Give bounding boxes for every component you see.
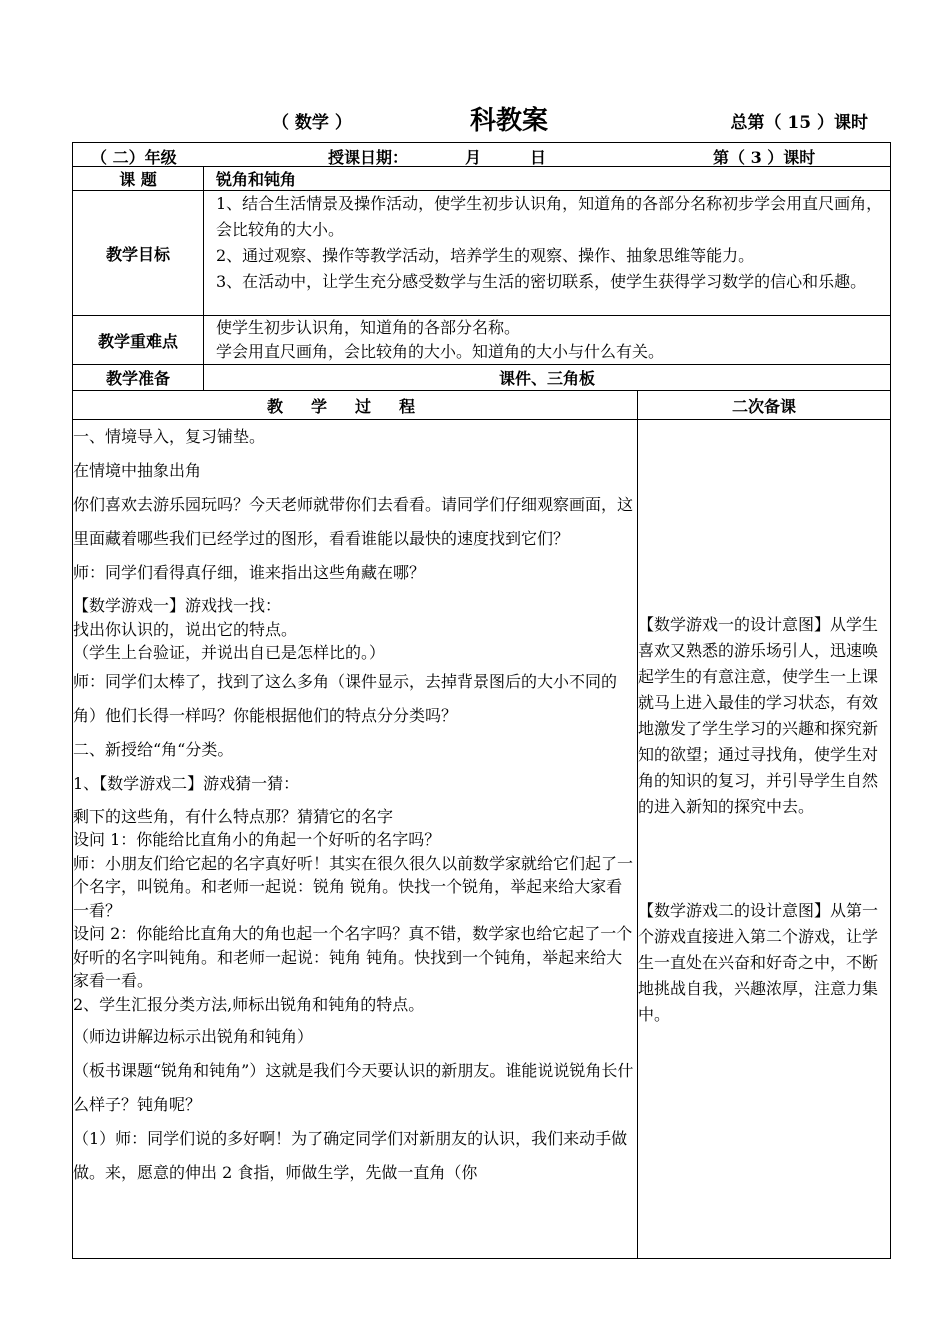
process-paragraph: 剩下的这些角，有什么特点那？猜猜它的名字	[73, 806, 394, 826]
total-hours: 总第（ 15 ）课时	[730, 113, 868, 133]
day-label: 日	[530, 148, 547, 167]
subject-line: （ 数学 ）	[272, 113, 352, 133]
process-paragraph: 二、新授给“角“分类。	[73, 739, 234, 759]
notes-title: 二次备课	[638, 391, 891, 420]
process-paragraph: 1、【数学游戏二】游戏猜一猜：	[73, 773, 300, 793]
goals-row	[73, 191, 891, 316]
prep-row	[73, 365, 891, 391]
notes-content	[638, 420, 891, 1259]
goals-label: 教学目标	[73, 191, 204, 316]
process-paragraph: 设问 2：你能给比直角大的角也起一个名字吗？真不错，数学家也给它起了一个好听的名字叫钝角。和老师一起说：钝角 钝角。快找到一个钝角，举起来给大家看一看。	[73, 924, 633, 990]
key-point-item: 学会用直尺画角，会比较角的大小。知道角的大小与什么有关。	[216, 342, 665, 361]
process-paragraph: 师：同学们太棒了，找到了这么多角（课件显示，去掉背景图后的大小不同的角）他们长得一样吗？你能根据他们的特点分分类吗？	[73, 671, 618, 725]
month-label: 月	[465, 148, 482, 167]
goal-item: 1、结合生活情景及操作活动，使学生初步认识角，知道角的各部分名称初步学会用直尺画角，会比较角的大小。	[216, 194, 883, 239]
process-paragraph: （1）师：同学们说的多好啊！为了确定同学们对新朋友的认识，我们来动手做做。来，愿意的伸出 2 食指，师做生学，先做一直角（你	[73, 1129, 628, 1182]
process-paragraph: 师：小朋友们给它起的名字真好听！其实在很久很久以前数学家就给它们起了一个名字，叫锐角。和老师一起说：锐角 锐角。快找一个锐角，举起来给大家看一看？	[73, 853, 634, 920]
topic-row	[73, 167, 891, 191]
process-paragraph: （板书课题“锐角和钝角”）这就是我们今天要认识的新朋友。谁能说说锐角长什么样子？钝角呢？	[73, 1061, 634, 1114]
goal-item: 2、通过观察、操作等教学活动，培养学生的观察、操作、抽象思维等能力。	[216, 246, 755, 265]
date-label: 授课日期：	[328, 148, 409, 167]
process-paragraph: 师：同学们看得真仔细，谁来指出这些角藏在哪？	[73, 563, 426, 582]
process-header-row	[73, 391, 891, 420]
process-paragraph: 在情境中抽象出角	[73, 461, 202, 480]
document-header	[72, 100, 890, 136]
grade-label: （ 二）年级	[91, 148, 177, 167]
process-body-row	[73, 420, 891, 1259]
document-title: 科教案	[470, 106, 549, 136]
topic-label: 课 题	[73, 167, 204, 191]
key-points-label: 教学重难点	[73, 316, 204, 365]
key-point-item: 使学生初步认识角，知道角的各部分名称。	[216, 318, 521, 337]
process-paragraph: （学生上台验证，并说出自已是怎样比的。）	[73, 643, 386, 662]
process-paragraph: 找出你认识的，说出它的特点。	[73, 619, 298, 639]
process-paragraph: 一、情境导入，复习铺垫。	[73, 427, 266, 446]
lesson-plan-table	[72, 142, 891, 1259]
process-title: 教学过程	[73, 391, 638, 420]
process-paragraph: 设问 1：你能给比直角小的角起一个好听的名字吗？	[73, 830, 441, 849]
process-paragraph: 你们喜欢去游乐园玩吗？今天老师就带你们去看看。请同学们仔细观察画面，这里面藏着哪些我们已经学过的图形，看看谁能以最快的速度找到它们？	[73, 495, 634, 548]
process-paragraph: （师边讲解边标示出锐角和钝角）	[73, 1027, 314, 1046]
process-content	[73, 420, 638, 1259]
process-paragraph: 2、学生汇报分类方法,师标出锐角和钝角的特点。	[73, 994, 425, 1014]
period-label: 第（ 3 ）课时	[713, 148, 816, 167]
topic-value: 锐角和钝角	[204, 167, 891, 191]
process-paragraph: 【数学游戏一】游戏找一找：	[73, 596, 282, 615]
prep-value: 课件、三角板	[204, 365, 891, 391]
goal-item: 3、在活动中，让学生充分感受数学与生活的密切联系，使学生获得学习数学的信心和乐趣。	[216, 272, 867, 291]
info-row	[73, 143, 891, 167]
prep-label: 教学准备	[73, 365, 204, 391]
key-points-row	[73, 316, 891, 365]
note-design-intent-game-two: 【数学游戏二的设计意图】从第一个游戏直接进入第二个游戏，让学生一直处在兴奋和好奇之中，不断地挑战自我，兴趣浓厚，注意力集中。	[638, 901, 879, 1024]
note-design-intent-game-one: 【数学游戏一的设计意图】从学生喜欢又熟悉的游乐场引人，迅速唤起学生的有意注意，使学生一上课就马上进入最佳的学习状态，有效地激发了学生学习的兴趣和探究新知的欲望；通过寻找角，使学生对角的知识的复习，并引导学生自然的进入新知的探究中去。	[638, 615, 879, 816]
